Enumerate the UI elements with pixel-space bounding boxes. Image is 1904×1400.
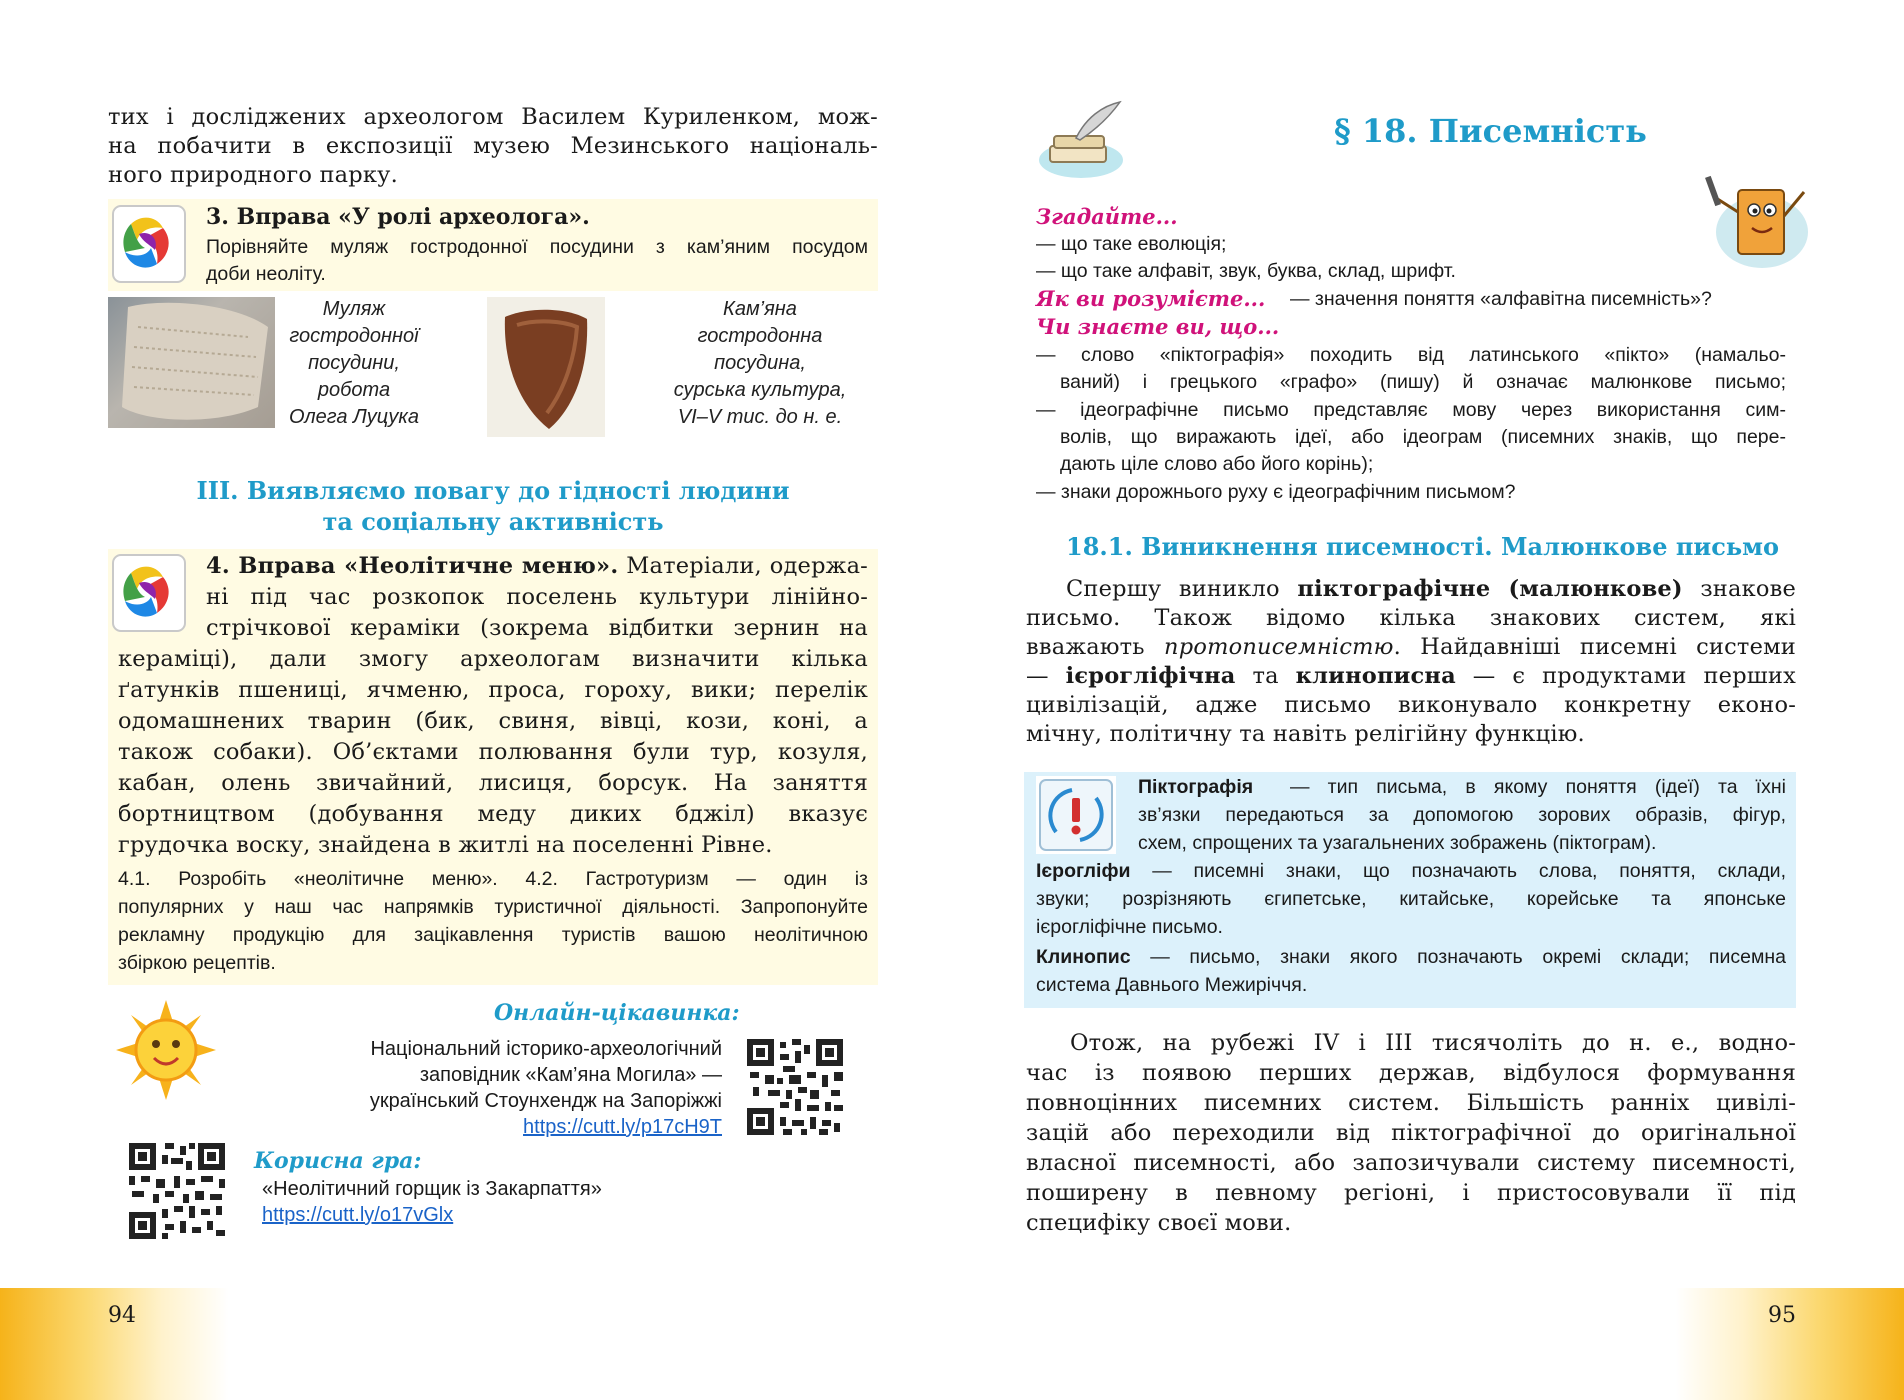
para-line: повноцінних писемних систем. Більшість ранніх цивілі- xyxy=(1026,1090,1796,1116)
caption-line: посудина, xyxy=(714,352,806,374)
text-line: ного природного парку. xyxy=(108,162,398,188)
online-link[interactable]: https://cutt.ly/p17cH9T xyxy=(523,1116,722,1138)
para-line: власної писемності, або запозичували систему писемності, xyxy=(1026,1150,1796,1176)
exercise-3-title: 3. Вправа «У ролі археолога». xyxy=(206,204,590,230)
game-heading: Корисна гра: xyxy=(254,1148,422,1174)
game-link-wrap xyxy=(262,1204,453,1227)
text-span: — писемні знаки, що позначають слова, поняття, склади, xyxy=(1130,860,1786,882)
term-hieroglyphs: Ієрогліфи xyxy=(1036,860,1131,882)
para-line: час із появою перших держав, відбулося формування xyxy=(1026,1060,1796,1086)
know-item: — слово «піктографія» походить від латинського «пікто» (намальо- xyxy=(1036,344,1786,366)
caption-line: гостродонної xyxy=(289,325,419,347)
page-number-right: 95 xyxy=(1768,1303,1796,1328)
footer-band-right xyxy=(952,1288,1904,1400)
text-line: Національний історико-археологічний xyxy=(370,1038,722,1060)
para-line xyxy=(1026,634,1796,660)
know-heading: Чи знаєте ви, що... xyxy=(1036,314,1280,339)
know-item: дають ціле слово або його корінь); xyxy=(1060,453,1374,475)
know-item: — знаки дорожнього руху є ідеографічним письмом? xyxy=(1036,481,1516,503)
text-line: на побачити в експозиції музею Мезинського національ- xyxy=(108,133,878,159)
para-line xyxy=(1026,663,1796,689)
caption-line: Кам’яна xyxy=(723,298,797,320)
definition-line: — тип письма, в якому поняття (ідеї) та їхні xyxy=(1290,776,1786,798)
page-number-left: 94 xyxy=(108,1303,136,1328)
task-line: збіркою рецептів. xyxy=(118,952,276,974)
text-line: кабан, олень звичайний, лисиця, борсук. На заняття xyxy=(118,770,868,796)
subsection-heading: 18.1. Виникнення писемності. Малюнкове письмо xyxy=(1066,532,1779,561)
term-cuneiform: клинописна xyxy=(1295,663,1456,689)
text-line: кераміці), дали змогу археологам визначити кілька xyxy=(118,646,868,672)
exercise-icon xyxy=(111,204,187,284)
definition-line: система Давнього Межиріччя. xyxy=(1036,974,1308,996)
qr-code-icon[interactable] xyxy=(126,1140,228,1242)
know-item: волів, що виражають ідеї, або ідеограм (писемних знаків, що пере- xyxy=(1060,426,1786,448)
book-character-icon xyxy=(1702,162,1812,274)
text-line: грудочка воску, знайдена в житлі на поселенні Рівне. xyxy=(118,832,773,858)
heading-line: III. Виявляємо повагу до гідності людини xyxy=(196,476,790,505)
task-line: популярних у наш час напрямків туристичної діяльності. Запропонуйте xyxy=(118,896,868,918)
text-span: та xyxy=(1235,663,1296,689)
para-line: зацій або переходили від піктографічної до оригінальної xyxy=(1026,1120,1796,1146)
qr-code-icon[interactable] xyxy=(744,1036,846,1138)
term-protowriting: протописемністю xyxy=(1164,634,1394,660)
text-line: тих і досліджених археологом Василем Куриленком, мож- xyxy=(108,104,878,130)
ceramic-replica-photo xyxy=(108,297,275,428)
caption-stone-vessel xyxy=(645,296,875,431)
exercise-4-title: 4. Вправа «Неолітичне меню». xyxy=(206,553,619,579)
caption-line: гостродонна xyxy=(697,325,823,347)
caption-replica xyxy=(279,296,429,431)
text-line: стрічкової кераміки (зокрема відбитки зернин на xyxy=(206,615,868,641)
text-span: — є продуктами перших xyxy=(1455,663,1796,689)
para-line: поширену в певному регіоні, і пристосовували її під xyxy=(1026,1180,1796,1206)
online-text xyxy=(300,1036,722,1140)
text-span: . Найдавніші писемні системи xyxy=(1393,634,1796,660)
definition-line: звуки; розрізняють єгипетське, китайське, корейське та японське xyxy=(1036,888,1786,910)
understand-text: — значення поняття «алфавітна писемність»? xyxy=(1290,288,1712,310)
text-span: Спершу виникло xyxy=(1066,576,1298,602)
caption-line: посудини, xyxy=(308,352,400,374)
text-line: ґатунків пшениці, ячменю, проса, гороху, вики; перелік xyxy=(118,677,868,703)
definition-cuneiform xyxy=(1036,946,1786,969)
task-line: 4.1. Розробіть «неолітичне меню». 4.2. Гастротуризм — один із xyxy=(118,868,868,890)
term-cuneiform-def: Клинопис xyxy=(1036,946,1131,968)
definition-hieroglyphs xyxy=(1036,860,1786,883)
text-span: Матеріали, одержа- xyxy=(626,553,868,579)
definition-pictography xyxy=(1138,776,1253,799)
know-item: ваний) і грецького «графо» (пишу) й означає малюнкове письмо; xyxy=(1060,371,1786,393)
text-line: одомашнених тварин (бик, свиня, вівці, кози, коні, а xyxy=(118,708,868,734)
para-line: мічну, політичну та навіть релігійну функцію. xyxy=(1026,721,1585,747)
online-heading: Онлайн-цікавинка: xyxy=(494,1000,740,1026)
text-line: заповідник «Кам’яна Могила» — xyxy=(419,1064,722,1086)
definition-line: ієрогліфічне письмо. xyxy=(1036,916,1223,938)
section-heading xyxy=(108,475,878,537)
text-span: вважають xyxy=(1026,634,1165,660)
recall-heading: Згадайте... xyxy=(1036,204,1178,229)
text-line: бортництвом (добування меду диких бджіл) вказує xyxy=(118,801,868,827)
exercise-3-text: Порівняйте муляж гостродонної посудини з кам’яним посудом xyxy=(206,236,868,258)
text-line: ні під час розкопок поселень культури лінійно- xyxy=(206,584,868,610)
game-link[interactable]: https://cutt.ly/o17vGlx xyxy=(262,1204,454,1226)
text-line: також собаки). Об’єктами полювання були тур, козуля, xyxy=(118,739,868,765)
page-title: § 18. Писемність xyxy=(1334,112,1647,150)
recall-item: — що таке еволюція; xyxy=(1036,233,1227,255)
term-pictographic: піктографічне (малюнкове) xyxy=(1297,576,1683,602)
caption-line: Муляж xyxy=(322,298,386,320)
para-line: цивілізацій, адже письмо виконувало конкретну еконо- xyxy=(1026,692,1796,718)
definition-line: зв’язки передаються за допомогою зорових образів, фігур, xyxy=(1138,804,1786,826)
para-line: письмо. Також відомо кілька знакових систем, які xyxy=(1026,605,1796,631)
text-span: — xyxy=(1026,663,1066,689)
caption-line: VI–V тис. до н. е. xyxy=(677,406,843,428)
exercise-4-first-line xyxy=(206,553,868,579)
text-span: знакове xyxy=(1682,576,1796,602)
definitions-icon xyxy=(1036,776,1116,854)
caption-line: Олега Луцука xyxy=(289,406,419,428)
definition-line: схем, спрощених та узагальнених зображень (піктограм). xyxy=(1138,832,1657,854)
footer-band-left xyxy=(0,1288,952,1400)
para-line xyxy=(1066,576,1796,602)
heading-line: та соціальну активність xyxy=(322,507,664,536)
para-line: Отож, на рубежі IV і III тисячоліть до н. е., водно- xyxy=(1070,1030,1796,1056)
task-line: рекламну продукцію для зацікавлення туристів вашою неолітичною xyxy=(118,924,868,946)
term-hieroglyphic: ієрогліфічна xyxy=(1065,663,1236,689)
text-span: — письмо, знаки якого позначають окремі склади; писемна xyxy=(1130,946,1786,968)
game-text: «Неолітичний горщик із Закарпаття» xyxy=(262,1178,602,1200)
caption-line: робота xyxy=(317,379,391,401)
understand-heading: Як ви розумієте... xyxy=(1036,286,1266,311)
know-item: — ідеографічне письмо представляє мову через використання сим- xyxy=(1036,399,1786,421)
stone-vessel-photo xyxy=(487,297,605,437)
exercise-icon xyxy=(111,553,187,633)
exercise-3-text: доби неоліту. xyxy=(206,263,326,285)
term-pictography: Піктографія xyxy=(1138,776,1254,798)
recall-item: — що таке алфавіт, звук, буква, склад, шрифт. xyxy=(1036,260,1456,282)
sun-icon xyxy=(116,1000,216,1100)
para-line: специфіку своєї мови. xyxy=(1026,1210,1292,1236)
caption-line: сурська культура, xyxy=(673,379,847,401)
text-line: український Стоунхендж на Запоріжжі xyxy=(369,1090,722,1112)
quill-book-icon xyxy=(1036,98,1126,182)
